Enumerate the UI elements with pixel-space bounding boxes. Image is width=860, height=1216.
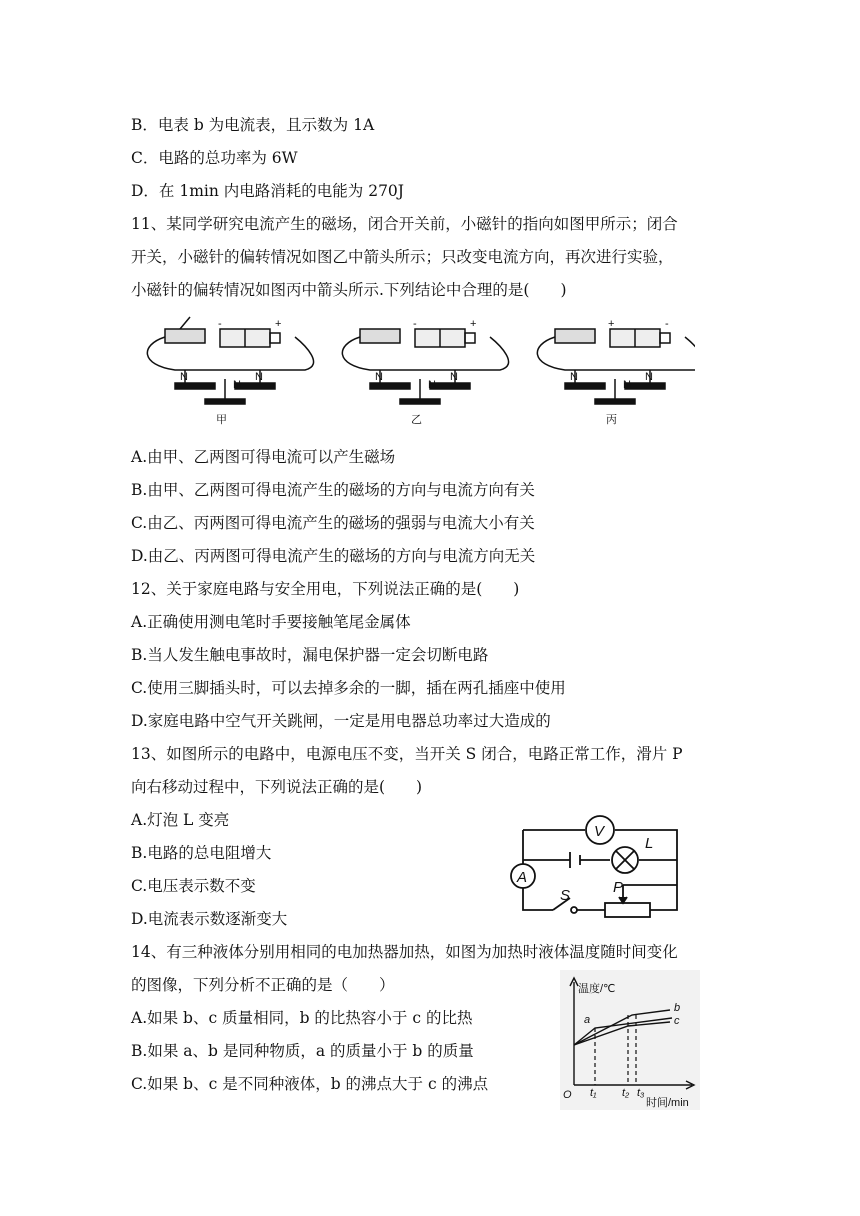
q12-option-d: D.家庭电路中空气开关跳闸，一定是用电器总功率过大造成的 xyxy=(131,712,551,730)
q11-option-c: C.由乙、丙两图可得电流产生的磁场的强弱与电流大小有关 xyxy=(131,514,535,532)
option-b-q10: B．电表 b 为电流表，且示数为 1A xyxy=(131,116,375,134)
svg-text:-: - xyxy=(413,318,417,330)
label-bing: 丙 xyxy=(606,414,617,426)
svg-text:N: N xyxy=(180,371,188,383)
svg-text:a: a xyxy=(584,1014,591,1026)
question-11-line1: 11、某同学研究电流产生的磁场，闭合开关前，小磁针的指向如图甲所示；闭合 xyxy=(131,215,678,233)
switch-label: S xyxy=(560,887,571,904)
q14-option-c: C.如果 b、c 是不同种液体，b 的沸点大于 c 的沸点 xyxy=(131,1075,489,1093)
q13-option-c: C.电压表示数不变 xyxy=(131,877,256,895)
circuit-diagram-figure xyxy=(505,810,690,920)
circuit-bing xyxy=(537,329,695,404)
slider-label: P xyxy=(613,879,624,896)
q14-option-a: A.如果 b、c 质量相同，b 的比热容小于 c 的比热 xyxy=(131,1009,473,1027)
svg-text:t₁: t₁ xyxy=(590,1087,597,1099)
svg-text:-: - xyxy=(665,318,669,330)
temperature-time-graph xyxy=(560,970,700,1110)
svg-text:N: N xyxy=(375,371,383,383)
svg-text:c: c xyxy=(674,1015,680,1027)
label-jia: 甲 xyxy=(216,414,227,426)
svg-text:N: N xyxy=(233,379,241,391)
question-14-line2: 的图像，下列分析不正确的是（ ） xyxy=(131,976,395,994)
q12-option-c: C.使用三脚插头时，可以去掉多余的一脚，插在两孔插座中使用 xyxy=(131,679,566,697)
q14-option-b: B.如果 a、b 是同种物质，a 的质量小于 b 的质量 xyxy=(131,1042,474,1060)
option-d-q10: D．在 1min 内电路消耗的电能为 270J xyxy=(131,182,405,200)
svg-text:N: N xyxy=(428,379,436,391)
question-12: 12、关于家庭电路与安全用电，下列说法正确的是( ) xyxy=(131,580,520,598)
svg-text:N: N xyxy=(255,371,263,383)
ammeter-label: A xyxy=(517,869,528,886)
circuit-jia xyxy=(147,317,313,404)
svg-text:N: N xyxy=(450,371,458,383)
svg-text:N: N xyxy=(570,371,578,383)
svg-text:N: N xyxy=(623,379,631,391)
svg-text:-: - xyxy=(218,318,222,330)
y-axis-label: 温度/℃ xyxy=(578,983,616,995)
q12-option-a: A.正确使用测电笔时手要接触笔尾金属体 xyxy=(131,613,411,631)
svg-text:O: O xyxy=(563,1089,572,1101)
question-14-line1: 14、有三种液体分别用相同的电加热器加热，如图为加热时液体温度随时间变化 xyxy=(131,943,678,961)
q11-option-a: A.由甲、乙两图可得电流可以产生磁场 xyxy=(131,448,396,466)
question-11-line2: 开关，小磁针的偏转情况如图乙中箭头所示；只改变电流方向，再次进行实验， xyxy=(131,248,674,266)
svg-text:t₃: t₃ xyxy=(637,1087,645,1099)
svg-text:+: + xyxy=(470,318,477,330)
q13-option-d: D.电流表示数逐渐变大 xyxy=(131,910,288,928)
q11-option-b: B.由甲、乙两图可得电流产生的磁场的方向与电流方向有关 xyxy=(131,481,535,499)
x-axis-label: 时间/min xyxy=(646,1097,689,1109)
svg-text:b: b xyxy=(674,1002,681,1014)
option-c-q10: C．电路的总功率为 6W xyxy=(131,149,298,167)
q11-option-d: D.由乙、丙两图可得电流产生的磁场的方向与电流方向无关 xyxy=(131,547,536,565)
svg-text:+: + xyxy=(275,318,282,330)
magnetic-field-experiment-figure xyxy=(135,315,695,430)
voltmeter-label: V xyxy=(594,823,605,840)
svg-text:N: N xyxy=(645,371,653,383)
question-13-line1: 13、如图所示的电路中，电源电压不变，当开关 S 闭合，电路正常工作，滑片 P xyxy=(131,745,683,763)
q13-option-b: B.电路的总电阻增大 xyxy=(131,844,272,862)
circuit-yi xyxy=(342,329,508,404)
q12-option-b: B.当人发生触电事故时，漏电保护器一定会切断电路 xyxy=(131,646,489,664)
question-11-line3: 小磁针的偏转情况如图丙中箭头所示.下列结论中合理的是( ) xyxy=(131,281,567,299)
lamp-label: L xyxy=(645,835,654,852)
svg-text:+: + xyxy=(608,318,615,330)
svg-text:t₂: t₂ xyxy=(622,1087,630,1099)
label-yi: 乙 xyxy=(411,414,422,426)
question-13-line2: 向右移动过程中，下列说法正确的是( ) xyxy=(131,778,423,796)
q13-option-a: A.灯泡 L 变亮 xyxy=(131,811,230,829)
